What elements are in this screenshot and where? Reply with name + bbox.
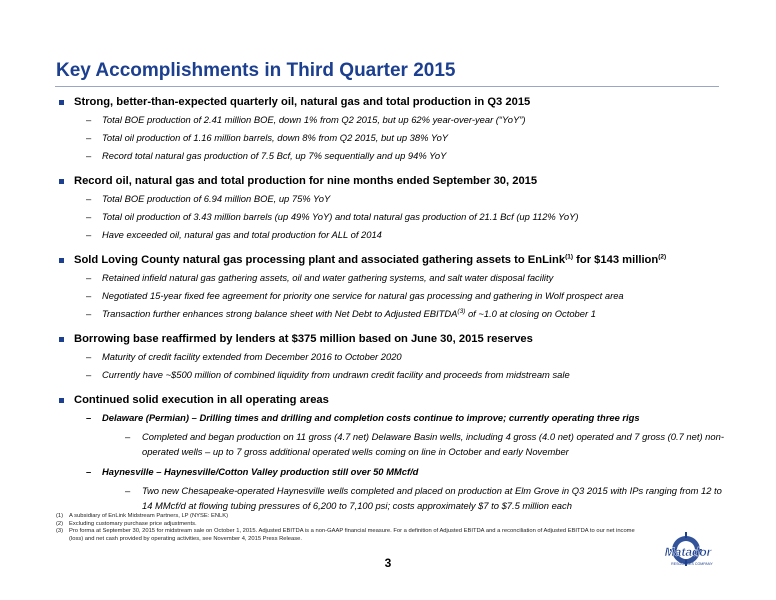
logo-wordmark: Matador — [664, 545, 712, 559]
page-title: Key Accomplishments in Third Quarter 2015 — [56, 60, 456, 81]
footnote — [56, 528, 646, 543]
list-item: – Have exceeded oil, natural gas and total production for ALL of 2014 — [58, 226, 734, 244]
list-item: – Negotiated 15-year fixed fee agreement for priority one service for natural gas processing and gathering in Wolf prospect area — [58, 287, 734, 305]
heading-text: Sold Loving County natural gas processing plant and associated gathering assets to EnLink — [74, 254, 566, 266]
list-item-haynesville-detail: – Two new Chesapeake-operated Haynesville wells completed and placed on production at Elm Grove in Q3 2015 with IPs ranging from 12 to 14 MMcf/d at flowing tubing pressures of 6,200 to 7,100 psi; costs approximately $7 to $7.5 million each — [58, 483, 734, 513]
list-item-haynesville: – Haynesville – Haynesville/Cotton Valley production still over 50 MMcf/d — [58, 463, 734, 481]
item-text: of ~1.0 at closing on October 1 — [465, 308, 596, 319]
list-item: – Retained infield natural gas gathering assets, oil and water gathering systems, and salt water disposal facility — [58, 269, 734, 287]
footnote-text: Excluding customary purchase price adjustments. — [69, 520, 197, 527]
footnote-ref: (1) — [565, 253, 574, 261]
list-item — [58, 305, 734, 323]
list-item: – Currently have ~$500 million of combined liquidity from undrawn credit facility and proceeds from midstream sale — [58, 366, 734, 384]
footnote-number: (1) — [56, 513, 64, 519]
section-operations — [58, 392, 734, 513]
section-heading: Record oil, natural gas and total production for nine months ended September 30, 2015 — [58, 173, 734, 190]
footnote-number: (3) — [56, 528, 64, 534]
list-item: – Record total natural gas production of 7.5 Bcf, up 7% sequentially and up 94% YoY — [58, 147, 734, 165]
accomplishments-list — [58, 92, 734, 521]
title-divider — [55, 86, 719, 87]
footnote-ref: (3) — [457, 307, 466, 315]
footnote — [56, 513, 646, 521]
list-item-delaware-detail: – Completed and began production on 11 gross (4.7 net) Delaware Basin wells, including 4 gross (4.0 net) operated and 7 gross (0.7 net) non-operated wells – up to 7 gross additional operated wells coming on line in October and early November — [58, 429, 734, 459]
section-heading: Strong, better-than-expected quarterly oil, natural gas and total production in Q3 2015 — [58, 94, 734, 111]
footnote-ref: (2) — [658, 253, 667, 261]
footnote-text: Pro forma at September 30, 2015 for midstream sale on October 1, 2015. Adjusted EBITDA is a non-GAAP financial measure. For a definition of Adjusted EBITDA and a reconciliation of Adjusted EBITDA to our net income (loss) and net cash provided by operating activities, see November 4, 2015 Press Release. — [69, 528, 635, 542]
logo-subtext: RESOURCES COMPANY — [671, 562, 713, 566]
list-item: – Maturity of credit facility extended from December 2016 to October 2020 — [58, 348, 734, 366]
section-nine-month-production — [58, 173, 734, 244]
footnote-number: (2) — [56, 520, 64, 527]
section-borrowing-base — [58, 331, 734, 384]
list-item-delaware: – Delaware (Permian) – Drilling times and drilling and completion costs continue to improve; currently operating three rigs — [58, 409, 734, 427]
footnote-text: A subsidiary of EnLink Midstream Partners, LP (NYSE: ENLK) — [69, 513, 229, 519]
section-enlink-sale — [58, 252, 734, 323]
list-item: – Total oil production of 1.16 million barrels, down 8% from Q2 2015, but up 38% YoY — [58, 129, 734, 147]
matador-logo — [652, 530, 724, 574]
footnote — [56, 521, 646, 529]
section-q3-production — [58, 94, 734, 165]
footnotes — [56, 513, 646, 543]
list-item: – Total oil production of 3.43 million barrels (up 49% YoY) and total natural gas production of 21.1 Bcf (up 112% YoY) — [58, 208, 734, 226]
section-heading — [58, 252, 734, 269]
list-item: – Total BOE production of 2.41 million BOE, down 1% from Q2 2015, but up 62% year-over-year (“YoY”) — [58, 111, 734, 129]
section-heading: Continued solid execution in all operating areas — [58, 392, 734, 409]
page-number: 3 — [384, 556, 392, 570]
section-heading: Borrowing base reaffirmed by lenders at $375 million based on June 30, 2015 reserves — [58, 331, 734, 348]
heading-text: for $143 million — [573, 254, 659, 266]
item-text: Transaction further enhances strong balance sheet with Net Debt to Adjusted EBITDA — [102, 308, 458, 319]
list-item: – Total BOE production of 6.94 million BOE, up 75% YoY — [58, 190, 734, 208]
